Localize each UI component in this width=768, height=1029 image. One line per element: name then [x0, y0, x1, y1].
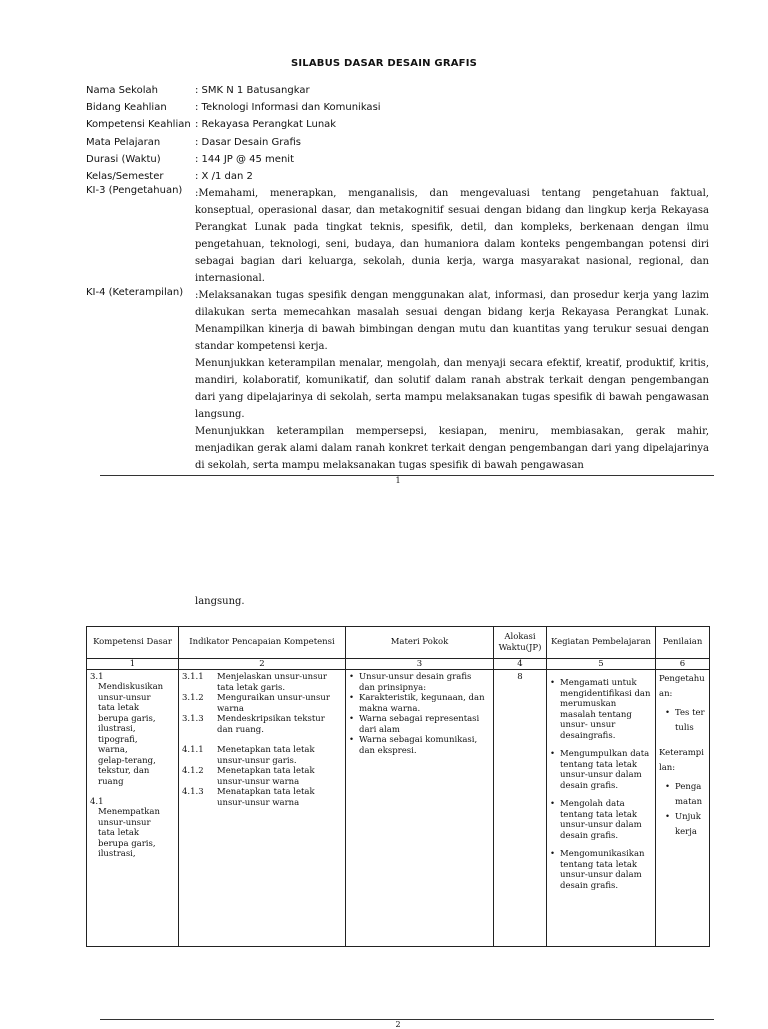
list-item: • Mengamati untuk mengidentifikasi dan merumuskan masalah tentang unsur- unsur desaingrafis. [550, 678, 652, 741]
ki3-text: :Memahami, menerapkan, menganalisis, dan mengevaluasi tentang pengetahuan faktual, konseptual, operasional dasar, dan metakognitif sesuai dengan bidang dan lingkup kerja Rekayasa Perangkat Lunak pada tingkat teknis, spesifik, detil, dan kompleks, berkenaan dengan ilmu pengetahuan, teknologi, seni, budaya, dan humaniora dalam konteks pengembangan potensi diri sebagai bagian dari keluarga, sekolah, dunia kerja, warga masyarakat nasional, regional, dan internasional. [195, 188, 709, 284]
penilaian-heading: Keterampilan: [659, 748, 704, 773]
table-row [87, 670, 710, 947]
list-item: • Tes tertulis [665, 706, 706, 736]
info-row: Nama Sekolah : SMK N 1 Batusangkar [86, 85, 310, 96]
ki3-section [86, 185, 709, 287]
indikator-cell [179, 670, 346, 947]
ki3-label: KI-3 (Pengetahuan) [86, 185, 183, 196]
table-header-row [87, 627, 710, 659]
indicator-item: 4.1.1 Menetapkan tata letak unsur-unsur garis. [182, 745, 315, 766]
header-kegiatan: Kegiatan Pembelajaran [547, 627, 656, 659]
alokasi-waktu-cell: 8 [494, 670, 547, 947]
kd-item: 3.1 Mendiskusikan unsur-unsur tata letak berupa garis, ilustrasi, tipografi, warna, gelap-terang, tekstur, dan ruang [90, 672, 164, 787]
penilaian-heading: Pengetahuan: [659, 674, 705, 699]
column-number-row: 1 2 3 4 5 6 [87, 659, 710, 670]
ki4-label: KI-4 (Keterampilan) [86, 287, 184, 298]
indicator-item: 4.1.2 Menetapkan tata letak unsur-unsur warna [182, 766, 315, 787]
info-row: Kompetensi Keahlian : Rekayasa Perangkat Lunak [86, 119, 337, 131]
list-item: • Unsur-unsur desain grafis dan prinsipnya: [349, 672, 490, 693]
ki4-paragraph-3: Menunjukkan keterampilan mempersepsi, kesiapan, meniru, membiasakan, gerak mahir, menjadikan gerak alami dalam ranah konkret terkait dengan pengembangan dari yang dipelajarinya di sekolah, serta mampu melaksanakan tugas spesifik di bawah pengawasan [195, 426, 709, 471]
info-row: Mata Pelajaran : Dasar Desain Grafis [86, 136, 301, 148]
list-item: • Mengolah data tentang tata letak unsur-unsur dalam desain grafis. [550, 799, 652, 841]
penilaian-cell [656, 670, 710, 947]
header-kompetensi-dasar: Kompetensi Dasar [87, 627, 179, 659]
list-item: • Pengamatan [665, 780, 706, 810]
ki4-continuation: langsung. [195, 596, 245, 607]
list-item: • Unjuk kerja [665, 810, 706, 840]
identity-block [86, 82, 381, 185]
kegiatan-cell [547, 670, 656, 947]
header-indikator: Indikator Pencapaian Kompetensi [179, 627, 346, 659]
header-penilaian: Penilaian [656, 627, 710, 659]
indicator-item: 3.1.2 Menguraikan unsur-unsur warna [182, 693, 330, 714]
info-row: Kelas/Semester : X /1 dan 2 [86, 170, 253, 182]
list-item: • Mengumpulkan data tentang tata letak unsur-unsur dalam desain grafis. [550, 749, 652, 791]
list-item: • Karakteristik, kegunaan, dan makna warna. [349, 693, 490, 714]
ki4-paragraph-1: :Melaksanakan tugas spesifik dengan menggunakan alat, informasi, dan prosedur kerja yang lazim dilakukan serta memecahkan masalah sesuai dengan bidang kerja Rekayasa Perangkat Lunak. Menampilkan kinerja di bawah bimbingan dengan mutu dan kuantitas yang terukur sesuai dengan standar kompetensi kerja. [195, 290, 709, 352]
list-item: • Warna sebagai representasi dari alam [349, 714, 490, 735]
info-row: Durasi (Waktu) : 144 JP @ 45 menit [86, 153, 294, 165]
ki4-section [86, 287, 709, 472]
page-number: 2 [395, 1020, 401, 1029]
info-row: Bidang Keahlian : Teknologi Informasi dan Komunikasi [86, 102, 381, 114]
indicator-item: 3.1.1 Menjelaskan unsur-unsur tata letak garis. [182, 672, 327, 693]
syllabus-table [86, 626, 710, 947]
list-item: • Mengomunikasikan tentang tata letak unsur-unsur dalam desain grafis. [550, 849, 652, 891]
list-item: • Warna sebagai komunikasi, dan ekspresi. [349, 735, 490, 756]
indicator-item: 4.1.3 Menatapkan tata letak unsur-unsur warna [182, 787, 315, 808]
ki4-paragraph-2: Menunjukkan keterampilan menalar, mengolah, dan menyaji secara efektif, kreatif, produktif, kritis, mandiri, kolaboratif, komunikatif, dan solutif dalam ranah abstrak terkait dengan pengembangan dari yang dipelajarinya di sekolah, serta mampu melaksanakan tugas spesifik di bawah pengawasan langsung. [195, 358, 709, 420]
page-number: 1 [395, 476, 401, 485]
document-title: SILABUS DASAR DESAIN GRAFIS [290, 58, 478, 69]
header-materi-pokok: Materi Pokok [346, 627, 494, 659]
header-alokasi-waktu: Alokasi Waktu(JP) [494, 627, 547, 659]
indicator-item: 3.1.3 Mendeskripsikan tekstur dan ruang. [182, 714, 325, 735]
kd-item: 4.1 Menempatkan unsur-unsur tata letak berupa garis, ilustrasi, [90, 797, 160, 859]
kompetensi-dasar-cell [87, 670, 179, 947]
materi-pokok-cell [346, 670, 494, 947]
